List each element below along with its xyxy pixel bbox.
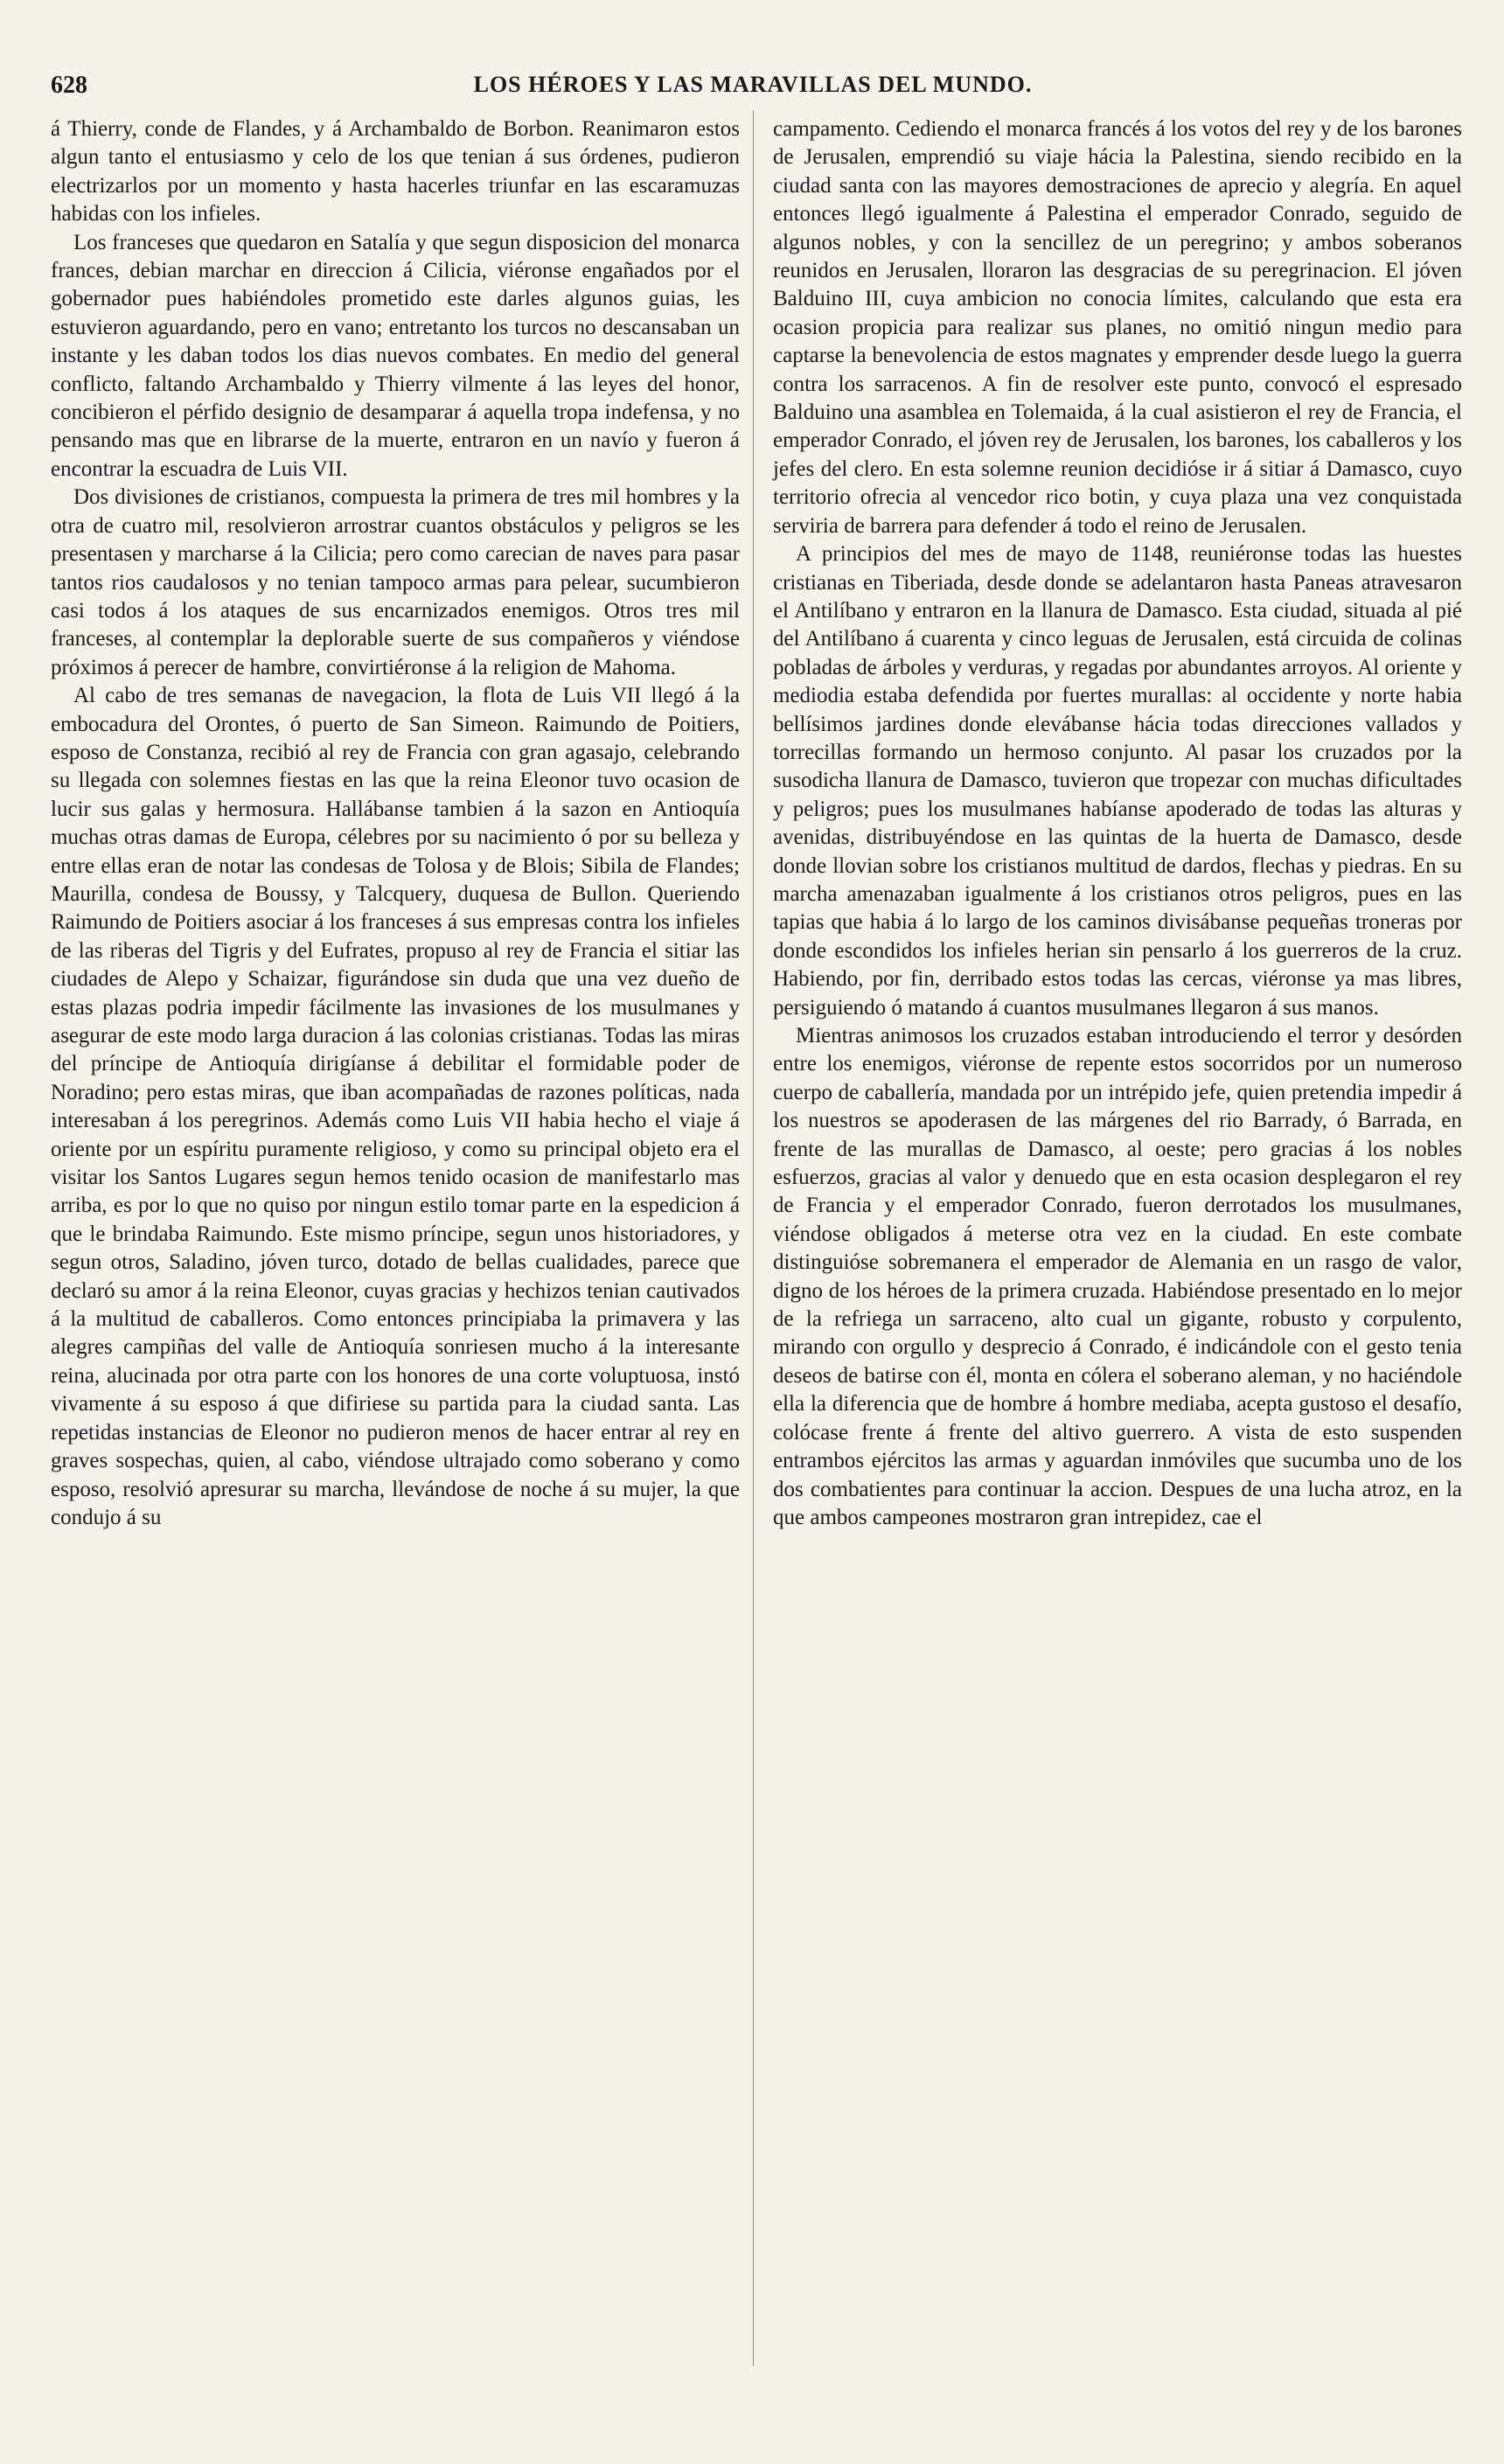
paragraph: Mientras animosos los cruzados estaban introduciendo el terror y desórden entre los enemigos, viéronse de repente estos socorridos por un numeroso cuerpo de caballería, mandada por un intrépido jefe, quien pretendia impedir á los nuestros se apoderasen de las márgenes del rio Barrady, ó Barrada, en frente de las murallas de Damasco, al oeste; pero gracias á los nobles esfuerzos, gracias al valor y denuedo que en esta ocasion desplegaron el rey de Francia y el emperador Conrado, fueron derrotados los musulmanes, viéndose obligados á meterse otra vez en la ciudad. En este combate distinguióse sobremanera el emperador de Alemania en un rasgo de valor, digno de los héroes de la primera cruzada. Habiéndose presentado en lo mejor de la refriega un sarraceno, alto cual un gigante, robusto y corpulento, mirando con orgullo y desprecio á Conrado, é indicándole con el gesto tenia deseos de batirse con él, monta en cólera el soberano aleman, y no haciéndole ella la diferencia que de hombre á hombre mediaba, acepta gustoso el desafío, colócase frente á frente del altivo guerrero. A vista de esto suspenden entrambos ejércitos las armas y aguardan inmóviles que sucumba uno de los dos combatientes para continuar la accion. Despues de una lucha atroz, en la que ambos campeones mostraron gran intrepidez, cae el [773,1024,1462,1529]
page-number: 628 [51,72,87,99]
paragraph: campamento. Cediendo el monarca francés á los votos del rey y de los barones de Jerusalen, emprendió su viaje hácia la Palestina, siendo recibido en la ciudad santa con las mayores demostraciones de aprecio y alegría. En aquel entonces llegó igualmente á Palestina el emperador Conrado, seguido de algunos nobles, y con la sencillez de un peregrino; y ambos soberanos reunidos en Jerusalen, lloraron las desgracias de su peregrinacion. El jóven Balduino III, cuya ambicion no conocia límites, calculando que esta era ocasion propicia para realizar sus planes, no omitió ningun medio para captarse la benevolencia de estos magnates y emprender desde luego la guerra contra los sarracenos. A fin de resolver este punto, convocó el espresado Balduino una asamblea en Tolemaida, á la cual asistieron el rey de Francia, el emperador Conrado, el jóven rey de Jerusalen, los barones, los caballeros y los jefes del clero. En esta solemne reunion decidióse ir á sitiar á Damasco, cuyo territorio ofrecia al vencedor rico botin, y cuya plaza una vez conquistada serviria de barrera para defender á todo el reino de Jerusalen. [773,117,1462,538]
paragraph: Dos divisiones de cristianos, compuesta la primera de tres mil hombres y la otra de cuatro mil, resolvieron arrostrar cuantos obstáculos y peligros se les presentasen y marcharse á la Cilicia; pero como carecian de naves para pasar tantos rios caudalosos y no tenian tampoco armas para pelear, sucumbieron casi todos á los ataques de sus encarnizados enemigos. Otros tres mil franceses, al contemplar la deplorable suerte de sus compañeros y viéndose próximos á perecer de hambre, convirtiéronse á la religion de Mahoma. [51,485,740,679]
column-divider [753,110,754,2366]
paragraph: A principios del mes de mayo de 1148, reuniéronse todas las huestes cristianas en Tiberiada, desde donde se adelantaron hasta Paneas atravesaron el Antilíbano y entraron en la llanura de Damasco. Esta ciudad, situada al pié del Antilíbano á cuarenta y cinco leguas de Jerusalen, está circuida de colinas pobladas de árboles y verduras, y regadas por abundantes arroyos. Al oriente y mediodia estaba defendida por fuertes murallas: al occidente y norte habia bellísimos jardines donde elevábanse hácia todas direcciones vallados y torrecillas formando un hermoso conjunto. Al pasar los cruzados por la susodicha llanura de Damasco, tuvieron que tropezar con muchas dificultades y peligros; pues los musulmanes habíanse apoderado de todas las alturas y avenidas, distribuyéndose en las quintas de la huerta de Damasco, desde donde llovian sobre los cristianos multitud de dardos, flechas y piedras. En su marcha amenazaban igualmente á los cristianos otros peligros, pues en las tapias que habia á lo largo de los caminos divisábanse pequeñas troneras por donde escondidos los infieles herian sin pensarlo á los guerreros de la cruz. Habiendo, por fin, derribado estos todas las cercas, viéronse ya mas libres, persiguiendo ó matando á cuantos musulmanes llegaron á sus manos. [773,542,1462,1020]
page-header [51,72,1455,114]
paragraph: Los franceses que quedaron en Satalía y que segun disposicion del monarca frances, debian marchar en direccion á Cilicia, viéronse engañados por el gobernador pues habiéndoles prometido este darles algunos guias, les estuvieron aguardando, pero en vano; entretanto los turcos no descansaban un instante y les daban todos los dias nuevos combates. En medio del general conflicto, faltando Archambaldo y Thierry vilmente á las leyes del honor, concibieron el pérfido designio de desamparar á aquella tropa indefensa, y no pensando mas que en librarse de la muerte, entraron en un navío y fueron á encontrar la escuadra de Luis VII. [51,230,740,481]
left-column [51,115,740,1532]
paragraph: Al cabo de tres semanas de navegacion, la flota de Luis VII llegó á la embocadura del Orontes, ó puerto de San Simeon. Raimundo de Poitiers, esposo de Constanza, recibió al rey de Francia con gran agasajo, celebrando su llegada con solemnes fiestas en las que la reina Eleonor tuvo ocasion de lucir sus galas y hermosura. Hallábanse tambien á la sazon en Antioquía muchas otras damas de Europa, célebres por su nacimiento ó por su belleza y entre ellas eran de notar las condesas de Tolosa y de Blois; Sibila de Flandes; Maurilla, condesa de Boussy, y Talcquery, duquesa de Bullon. Queriendo Raimundo de Poitiers asociar á los franceses á sus empresas contra los infieles de las riberas del Tigris y del Eufrates, propuso al rey de Francia el sitiar las ciudades de Alepo y Schaizar, figurándose sin duda que una vez dueño de estas plazas podria impedir fácilmente las invasiones de los musulmanes y asegurar de este modo larga duracion á las colonias cristianas. Todas las miras del príncipe de Antioquía dirigíanse á debilitar el formidable poder de Noradino; pero estas miras, que iban acompañadas de razones políticas, nada interesaban á los peregrinos. Además como Luis VII habia hecho el viaje á oriente por un espíritu puramente religioso, y como su principal objeto era el visitar los Santos Lugares segun hemos tenido ocasion de manifestarlo mas arriba, es por lo que no quiso por ningun estilo tomar parte en la espedicion á que le brindaba Raimundo. Este mismo príncipe, segun unos historiadores, y segun otros, Saladino, jóven turco, dotado de bellas cualidades, parece que declaró su amor á la reina Eleonor, cuyas gracias y hechizos tenian cautivados á la multitud de caballeros. Como entonces principiaba la primavera y las alegres campiñas del valle de Antioquía sonriesen mucho á la interesante reina, alucinada por otra parte con los honores de una corte voluptuosa, instó vivamente á su esposo á que difiriese su partida para la ciudad santa. Las repetidas instancias de Eleonor no pudieron menos de hacer entrar al rey en graves sospechas, quien, al cabo, viéndose ultrajado como soberano y como esposo, resolvió apresurar su marcha, llevándose de noche á su mujer, la que condujo á su [51,684,740,1529]
right-column [773,115,1462,1532]
running-title: LOS HÉROES Y LAS MARAVILLAS DEL MUNDO. [473,72,1033,97]
paragraph: á Thierry, conde de Flandes, y á Archambaldo de Borbon. Reanimaron estos algun tanto el entusiasmo y celo de los que tenian á sus órdenes, pudieron electrizarlos por un momento y hasta hacerles triunfar en las escaramuzas habidas con los infieles. [51,117,740,226]
